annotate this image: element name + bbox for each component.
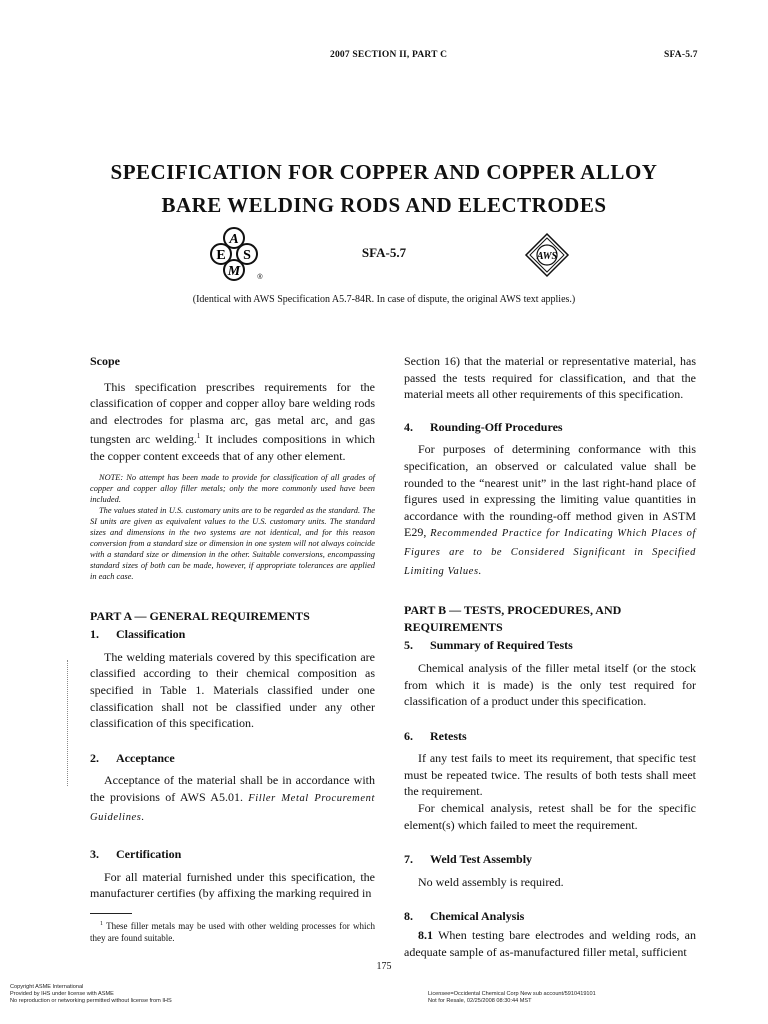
page-number: 175 — [376, 961, 392, 972]
registered-mark: ® — [257, 274, 263, 281]
section-title: Retests — [430, 728, 467, 743]
aws-diamond-icon — [524, 232, 570, 278]
section-3-continued: Section 16) that the material or representative material, has passed the tests required for classification, and that the material meets all other requirements of this specification. — [404, 354, 696, 402]
section-number: 4. — [404, 419, 413, 434]
identical-note: (Identical with AWS Specification A5.7-84R. In case of dispute, the original AWS text applies.) — [192, 294, 576, 305]
section-title: Weld Test Assembly — [430, 852, 533, 867]
section-4-heading — [404, 419, 696, 436]
footnote-text: These filler metals may be used with other welding processes for which they are found suitable. — [90, 921, 375, 943]
section-title: Acceptance — [116, 750, 175, 765]
part-b-heading — [404, 602, 696, 635]
section-7-text: No weld assembly is required. — [418, 874, 564, 889]
scope-heading: Scope — [90, 354, 120, 368]
referenced-title: Filler Metal Procurement Guidelines. — [90, 792, 375, 823]
footnote-marker: 1 — [100, 921, 103, 927]
section-title: Summary of Required Tests — [430, 638, 573, 653]
subsection-number: 8.1 — [418, 928, 433, 943]
section-number: 3. — [90, 847, 99, 862]
section-1-heading — [90, 626, 375, 643]
part-a-heading: PART A — GENERAL REQUIREMENTS — [90, 608, 310, 623]
section-6-text-1: If any test fails to meet its requirement, that specific test must be repeated twice. The results of both tests shall meet the requirement. — [404, 751, 696, 799]
footer-resale-note: Not for Resale, 02/25/2008 08:30:44 MST — [428, 998, 532, 1004]
section-title: Certification — [116, 847, 182, 862]
document-title-line2: BARE WELDING RODS AND ELECTRODES — [161, 193, 607, 217]
spec-code: SFA-5.7 — [361, 245, 407, 260]
section-2-heading — [90, 750, 375, 767]
part-b-line2: REQUIREMENTS — [404, 619, 503, 634]
section-7-heading — [404, 851, 696, 868]
section-4-body: For purposes of determining conformance with this specification, an observed or calculated value shall be rounded to the “nearest unit” in the last right-hand place of figures used in expressing the limiting value quantities in accordance with the rounding-off method given in ASTM E29, — [404, 442, 696, 540]
left-column — [90, 353, 375, 902]
section-8-heading — [404, 908, 696, 925]
section-4-text — [404, 441, 696, 580]
footnote — [90, 918, 375, 944]
section-6-heading — [404, 728, 696, 745]
section-number: 2. — [90, 750, 99, 765]
footer-provider: Provided by IHS under license with ASME — [10, 991, 114, 997]
section-number: 1. — [90, 627, 99, 642]
running-header: 2007 SECTION II, PART C — [330, 50, 448, 60]
section-8-1-body: When testing bare electrodes and welding rods, an adequate sample of as-manufactured filler metal, sufficient — [404, 928, 696, 959]
note-paragraph-1: NOTE: No attempt has been made to provide for classification of all grades of copper and copper alloy filler metals; only the more commonly used have been included. — [90, 472, 375, 504]
section-5-heading — [404, 637, 696, 654]
footer-right — [428, 991, 596, 1005]
scope-note — [90, 472, 375, 582]
referenced-title: Recommended Practice for Indicating Which Places of Figures are to be Considered Significant in Specified Limiting Values. — [404, 528, 696, 577]
revision-margin-mark — [67, 660, 68, 786]
running-header-code: SFA-5.7 — [664, 50, 698, 60]
right-column — [404, 353, 696, 960]
asme-letter-m: M — [227, 264, 241, 279]
footer-licensee: Licensee=Occidental Chemical Corp New sub account/5910419101 — [428, 991, 596, 997]
section-2-body: Acceptance of the material shall be in accordance with the provisions of AWS A5.01. — [90, 773, 375, 804]
section-number: 6. — [404, 728, 413, 743]
section-title: Rounding-Off Procedures — [430, 419, 563, 434]
note-paragraph-2: The values stated in U.S. customary units are to be regarded as the standard. The SI units are given as equivalent values to the U.S. customary units. The standard sizes and dimensions in the two systems are not identical, and for this reason conversion from a standard size or dimension in one system will not always coincide with a standard size or dimension in the other. Suitable conversions, encompassing standard sizes of both can be made, however, if appropriate tolerances are applied in each case. — [90, 505, 375, 581]
footnote-rule — [90, 913, 132, 914]
scope-text-cont: It includes compositions in which the copper content exceeds that of any other element. — [90, 432, 375, 463]
section-3-text: For all material furnished under this specification, the manufacturer certifies (by affixing the marking required in — [90, 869, 375, 901]
section-number: 7. — [404, 852, 413, 867]
scope-text: This specification prescribes requirements for the classification of copper and copper alloy bare welding rods and electrodes for plasma arc, gas metal arc, and gas tungsten arc welding. — [90, 379, 375, 447]
section-title: Classification — [116, 627, 186, 642]
scope-paragraph — [90, 379, 375, 465]
section-title: Chemical Analysis — [430, 909, 525, 924]
asme-letter-a: A — [229, 232, 239, 247]
asme-letter-s: S — [243, 248, 251, 263]
document-title-line1: SPECIFICATION FOR COPPER AND COPPER ALLOY — [110, 160, 658, 184]
aws-logo-text: AWS — [536, 251, 558, 262]
section-1-text: The welding materials covered by this specification are classified according to their chemical composition as specified in Table 1. Materials classified under one classification shall not be classified under any other classification of this specification. — [90, 649, 375, 731]
footer-copyright: Copyright ASME International — [10, 984, 84, 990]
section-8-1-text — [404, 927, 696, 960]
footer-left — [10, 984, 172, 1005]
section-2-text — [90, 772, 375, 826]
section-number: 8. — [404, 909, 413, 924]
aws-logo — [524, 232, 570, 278]
section-number: 5. — [404, 638, 413, 653]
section-3-heading — [90, 846, 375, 863]
part-b-line1: PART B — TESTS, PROCEDURES, AND — [404, 603, 622, 618]
footnote-ref: 1 — [196, 432, 201, 441]
asme-letter-e: E — [216, 248, 226, 263]
footer-restriction: No reproduction or networking permitted without license from IHS — [10, 998, 172, 1004]
section-5-text: Chemical analysis of the filler metal itself (or the stock from which it is made) is the only test required for classification of a product under this specification. — [404, 660, 696, 709]
section-6-text-2: For chemical analysis, retest shall be for the specific element(s) which failed to meet the requirement. — [404, 801, 696, 832]
